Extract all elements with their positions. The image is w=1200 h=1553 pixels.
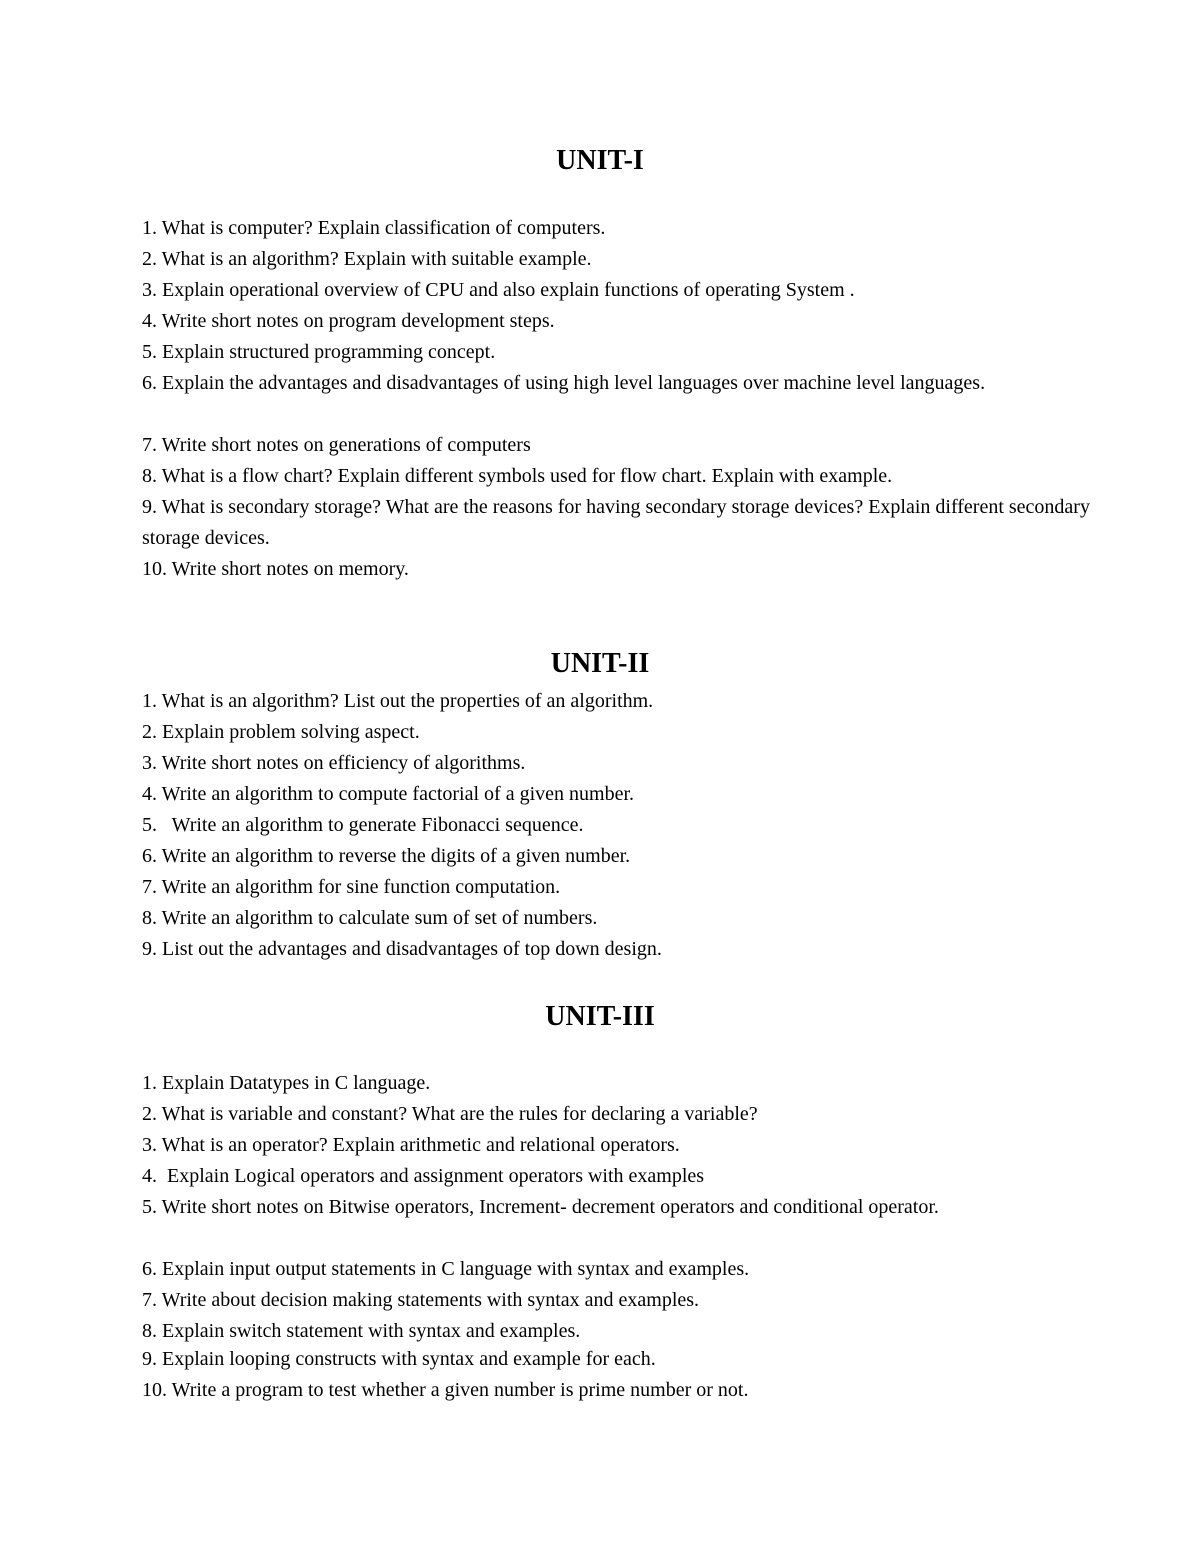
unit-1-heading: UNIT-I	[556, 145, 644, 176]
unit-2-question-8: 8. Write an algorithm to calculate sum of set of numbers.	[142, 907, 598, 929]
unit-3-question-2: 2. What is variable and constant? What are the rules for declaring a variable?	[142, 1103, 758, 1125]
unit-1-question-3: 3. Explain operational overview of CPU and also explain functions of operating System .	[142, 279, 855, 301]
unit-2-question-2: 2. Explain problem solving aspect.	[142, 721, 420, 743]
unit-2-question-7: 7. Write an algorithm for sine function computation.	[142, 876, 561, 898]
unit-2-question-1: 1. What is an algorithm? List out the properties of an algorithm.	[142, 690, 654, 712]
unit-3-question-6: 6. Explain input output statements in C language with syntax and examples.	[142, 1258, 750, 1280]
unit-3-question-4: 4. Explain Logical operators and assignment operators with examples	[142, 1165, 705, 1187]
unit-3-question-1: 1. Explain Datatypes in C language.	[142, 1072, 431, 1094]
unit-2-question-5: 5. Write an algorithm to generate Fibonacci sequence.	[142, 814, 584, 836]
unit-1-question-6: 6. Explain the advantages and disadvantages of using high level languages over machine level languages.	[142, 372, 986, 394]
unit-1-question-8: 8. What is a flow chart? Explain different symbols used for flow chart. Explain with example.	[142, 465, 893, 487]
unit-3-question-10: 10. Write a program to test whether a given number is prime number or not.	[142, 1379, 749, 1401]
unit-3-question-5: 5. Write short notes on Bitwise operators, Increment- decrement operators and conditional operator.	[142, 1196, 939, 1218]
unit-2-question-4: 4. Write an algorithm to compute factorial of a given number.	[142, 783, 635, 805]
unit-3-heading: UNIT-III	[545, 1001, 655, 1032]
unit-2-heading: UNIT-II	[550, 648, 650, 679]
unit-1-question-10: 10. Write short notes on memory.	[142, 558, 409, 580]
unit-1-question-5: 5. Explain structured programming concept.	[142, 341, 496, 363]
unit-2-question-3: 3. Write short notes on efficiency of algorithms.	[142, 752, 526, 774]
unit-2-question-6: 6. Write an algorithm to reverse the digits of a given number.	[142, 845, 631, 867]
unit-1-question-9: 9. What is secondary storage? What are the reasons for having secondary storage devices? Explain different secondary storage devices.	[142, 496, 1090, 549]
unit-2-question-9: 9. List out the advantages and disadvantages of top down design.	[142, 938, 662, 960]
unit-1-question-1: 1. What is computer? Explain classification of computers.	[142, 217, 606, 239]
unit-3-question-9: 9. Explain looping constructs with syntax and example for each.	[142, 1348, 656, 1370]
unit-3-question-8: 8. Explain switch statement with syntax and examples.	[142, 1320, 581, 1342]
unit-1-question-7: 7. Write short notes on generations of computers	[142, 434, 531, 456]
unit-3-question-3: 3. What is an operator? Explain arithmetic and relational operators.	[142, 1134, 680, 1156]
unit-3-question-7: 7. Write about decision making statements with syntax and examples.	[142, 1289, 700, 1311]
unit-1-question-2: 2. What is an algorithm? Explain with suitable example.	[142, 248, 592, 270]
unit-1-question-4: 4. Write short notes on program development steps.	[142, 310, 555, 332]
